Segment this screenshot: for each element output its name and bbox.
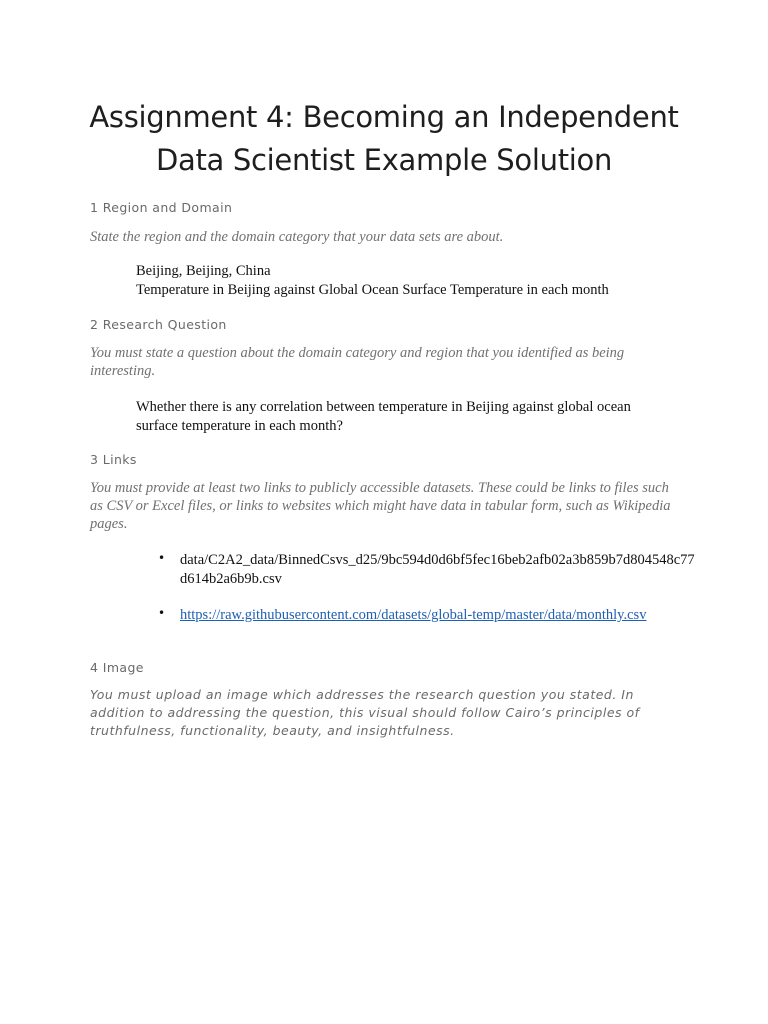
answer-line-region: Beijing, Beijing, China: [136, 263, 271, 279]
title-line-2: Data Scientist Example Solution: [155, 143, 613, 177]
section-heading-region-domain: 1 Region and Domain: [90, 200, 233, 215]
section-answer-region-domain: [136, 262, 696, 300]
answer-line-domain: Temperature in Beijing against Global Ocean Surface Temperature in each month: [136, 282, 609, 298]
section-heading-links: 3 Links: [90, 452, 137, 467]
section-prompt-region-domain: State the region and the domain category that your data sets are about.: [90, 229, 504, 245]
dataset-hyperlink[interactable]: https://raw.githubusercontent.com/datasets/global-temp/master/data/monthly.csv: [180, 607, 647, 623]
bullet-icon: •: [158, 606, 166, 620]
section-prompt-links: You must provide at least two links to publicly accessible datasets. These could be links to files such as CSV or Excel files, or links to websites which might have data in tabular form, such as Wikipedia pages.: [90, 480, 671, 532]
title-line-1: Assignment 4: Becoming an Independent: [89, 100, 679, 134]
dataset-path-text: data/C2A2_data/BinnedCsvs_d25/9bc594d0d6bf5fec16beb2afb02a3b859b7d804548c77d614b2a6b9b.csv: [180, 552, 695, 587]
section-prompt-image: You must upload an image which addresses the research question you stated. In addition to addressing the question, this visual should follow Cairo’s principles of truthfulness, functionality, beauty, and insightfulness.: [90, 687, 640, 738]
document-title: [40, 96, 728, 182]
section-heading-research-question: 2 Research Question: [90, 317, 227, 332]
section-answer-research-question: Whether there is any correlation between temperature in Beijing against global ocean surface temperature in each month?: [136, 399, 631, 434]
bullet-icon: •: [158, 551, 166, 565]
section-heading-image: 4 Image: [90, 660, 144, 675]
section-prompt-research-question: You must state a question about the domain category and region that you identified as being interesting.: [90, 345, 625, 379]
